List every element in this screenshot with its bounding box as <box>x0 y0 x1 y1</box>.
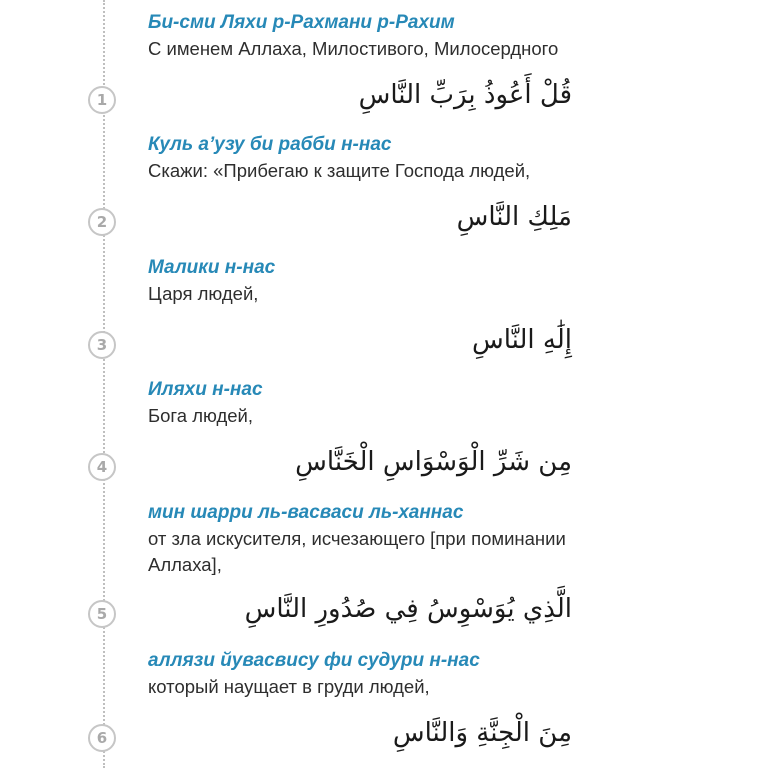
verse-1-arabic: قُلْ أَعُوذُ بِرَبِّ النَّاسِ <box>358 80 572 110</box>
verse-number-1: 1 <box>88 86 116 114</box>
verse-4-transliteration: мин шарри ль-васваси ль-ханнас <box>148 502 464 523</box>
verse-number-3: 3 <box>88 331 116 359</box>
verse-2-translation: Царя людей, <box>148 283 259 304</box>
verse-1-translation: Скажи: «Прибегаю к защите Господа людей, <box>148 160 531 181</box>
basmala-translation: С именем Аллаха, Милостивого, Милосердного <box>148 38 559 59</box>
verse-6-arabic: مِنَ الْجِنَّةِ وَالنَّاسِ <box>392 718 572 748</box>
verse-number-4: 4 <box>88 453 116 481</box>
verse-1-transliteration: Куль а’узу би рабби н-нас <box>148 134 392 155</box>
verse-2-arabic: مَلِكِ النَّاسِ <box>456 202 572 232</box>
verse-4-translation: от зла искусителя, исчезающего [при поминании Аллаха], <box>148 528 566 575</box>
verse-number-2: 2 <box>88 208 116 236</box>
verse-3-transliteration: Иляхи н-нас <box>148 379 263 400</box>
verse-number-6: 6 <box>88 724 116 752</box>
verse-5-transliteration: аллязи йувасвису фи судури н-нас <box>148 650 480 671</box>
verse-2-transliteration: Малики н-нас <box>148 257 276 278</box>
verse-number-5: 5 <box>88 600 116 628</box>
verse-4-arabic: مِن شَرِّ الْوَسْوَاسِ الْخَنَّاسِ <box>295 447 572 477</box>
basmala-transliteration: Би-сми Ляхи р-Рахмани р-Рахим <box>148 12 455 33</box>
verse-3-arabic: إِلَٰهِ النَّاسِ <box>471 325 572 355</box>
verse-3-translation: Бога людей, <box>148 405 254 426</box>
verse-5-translation: который наущает в груди людей, <box>148 676 430 697</box>
timeline-line <box>103 0 105 768</box>
verse-5-arabic: الَّذِي يُوَسْوِسُ فِي صُدُورِ النَّاسِ <box>244 594 572 624</box>
